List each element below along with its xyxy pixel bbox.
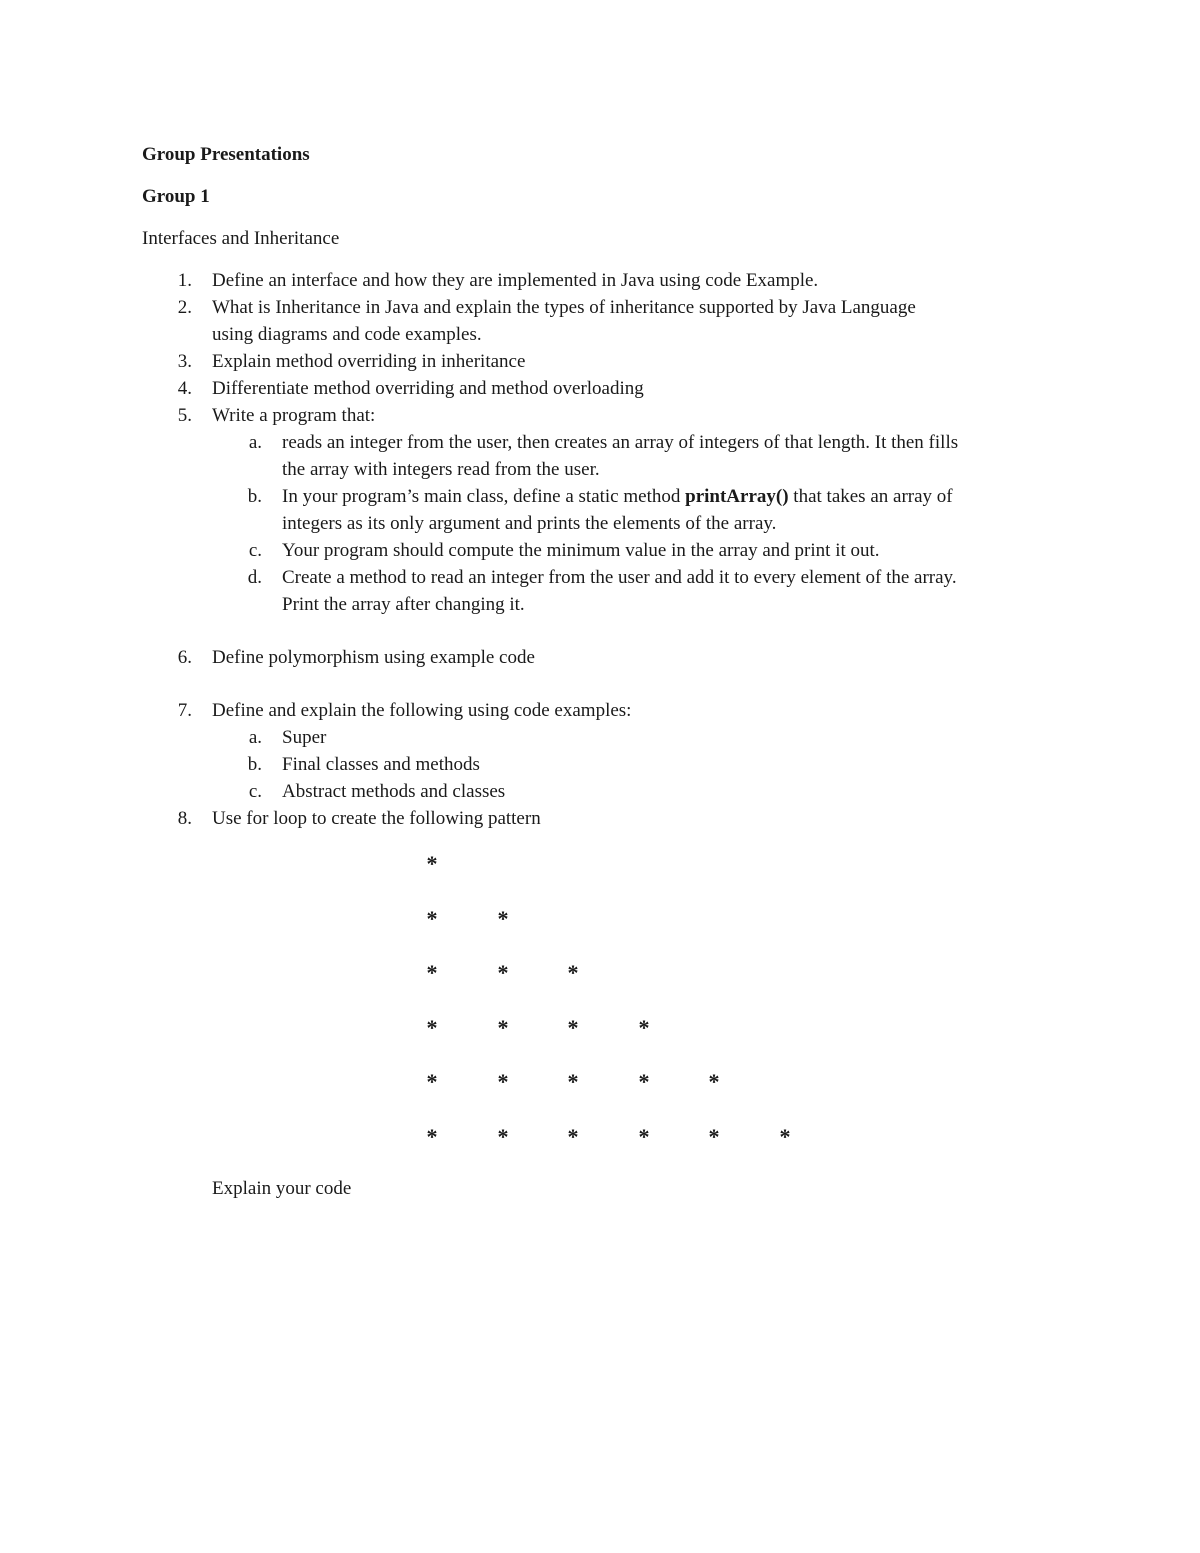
pattern-star: * (426, 1124, 438, 1149)
list-item-number: 6. (177, 647, 192, 668)
pattern-star: * (638, 1015, 650, 1040)
pattern-star: * (708, 1069, 720, 1094)
list-item-number: 7. (177, 700, 192, 721)
pattern-star: * (426, 906, 438, 931)
list-item-number: 5. (177, 405, 192, 426)
pattern-star: * (497, 906, 509, 931)
list-item-text: What is Inheritance in Java and explain the types of inheritance supported by Java Language (212, 297, 916, 318)
sublist-item-letter: b. (247, 486, 262, 507)
list-item-text: Define and explain the following using code examples: (212, 700, 632, 721)
list-item-text: Explain method overriding in inheritance (212, 351, 526, 372)
sublist-item-letter: c. (248, 540, 262, 561)
sublist-item-text: reads an integer from the user, then creates an array of integers of that length. It then fills (282, 432, 959, 453)
sublist-item-text (282, 486, 953, 508)
list-item-text: using diagrams and code examples. (212, 324, 482, 345)
pattern-star: * (779, 1124, 791, 1149)
list-item-text: Define an interface and how they are implemented in Java using code Example. (212, 270, 819, 291)
code-method-name: printArray() (685, 486, 789, 507)
pattern-star: * (638, 1069, 650, 1094)
list-item-number: 1. (177, 270, 192, 291)
pattern-star: * (497, 1124, 509, 1149)
sublist-item-text: Abstract methods and classes (282, 781, 506, 802)
sublist-item-text-post: that takes an array of (788, 486, 953, 507)
group-heading: Group 1 (142, 186, 210, 207)
document-title: Group Presentations (142, 144, 310, 165)
sublist-item-text: Final classes and methods (282, 754, 480, 775)
pattern-star: * (497, 1069, 509, 1094)
topic-heading: Interfaces and Inheritance (142, 228, 340, 249)
sublist-item-letter: c. (248, 781, 262, 802)
pattern-star: * (497, 1015, 509, 1040)
pattern-star: * (708, 1124, 720, 1149)
sublist-item-text-pre: In your program’s main class, define a static method (282, 486, 686, 507)
sublist-item-text: integers as its only argument and prints the elements of the array. (282, 513, 777, 534)
pattern-star: * (567, 1015, 579, 1040)
pattern-star: * (426, 1069, 438, 1094)
sublist-item-text: Print the array after changing it. (282, 594, 525, 615)
list-item-text: Differentiate method overriding and method overloading (212, 378, 644, 399)
pattern-star: * (567, 1069, 579, 1094)
pattern-star: * (638, 1124, 650, 1149)
list-item-text: Use for loop to create the following pattern (212, 808, 541, 829)
sublist-item-text: Your program should compute the minimum value in the array and print it out. (282, 540, 880, 561)
sublist-item-letter: d. (247, 567, 262, 588)
list-item-number: 3. (177, 351, 192, 372)
sublist-item-letter: a. (248, 432, 262, 453)
sublist-item-text: the array with integers read from the user. (282, 459, 600, 480)
sublist-item-text: Create a method to read an integer from the user and add it to every element of the array. (282, 567, 957, 588)
pattern-star: * (567, 1124, 579, 1149)
list-item-text: Write a program that: (212, 405, 376, 426)
list-item-number: 8. (177, 808, 192, 829)
list-item-text: Define polymorphism using example code (212, 647, 535, 668)
pattern-star: * (426, 960, 438, 985)
list-item-number: 2. (177, 297, 192, 318)
sublist-item-letter: a. (248, 727, 262, 748)
pattern-star: * (497, 960, 509, 985)
pattern-star: * (426, 1015, 438, 1040)
closing-instruction: Explain your code (212, 1178, 352, 1199)
list-item-number: 4. (177, 378, 192, 399)
pattern-star: * (426, 851, 438, 876)
sublist-item-text: Super (282, 727, 327, 748)
pattern-star: * (567, 960, 579, 985)
sublist-item-letter: b. (247, 754, 262, 775)
